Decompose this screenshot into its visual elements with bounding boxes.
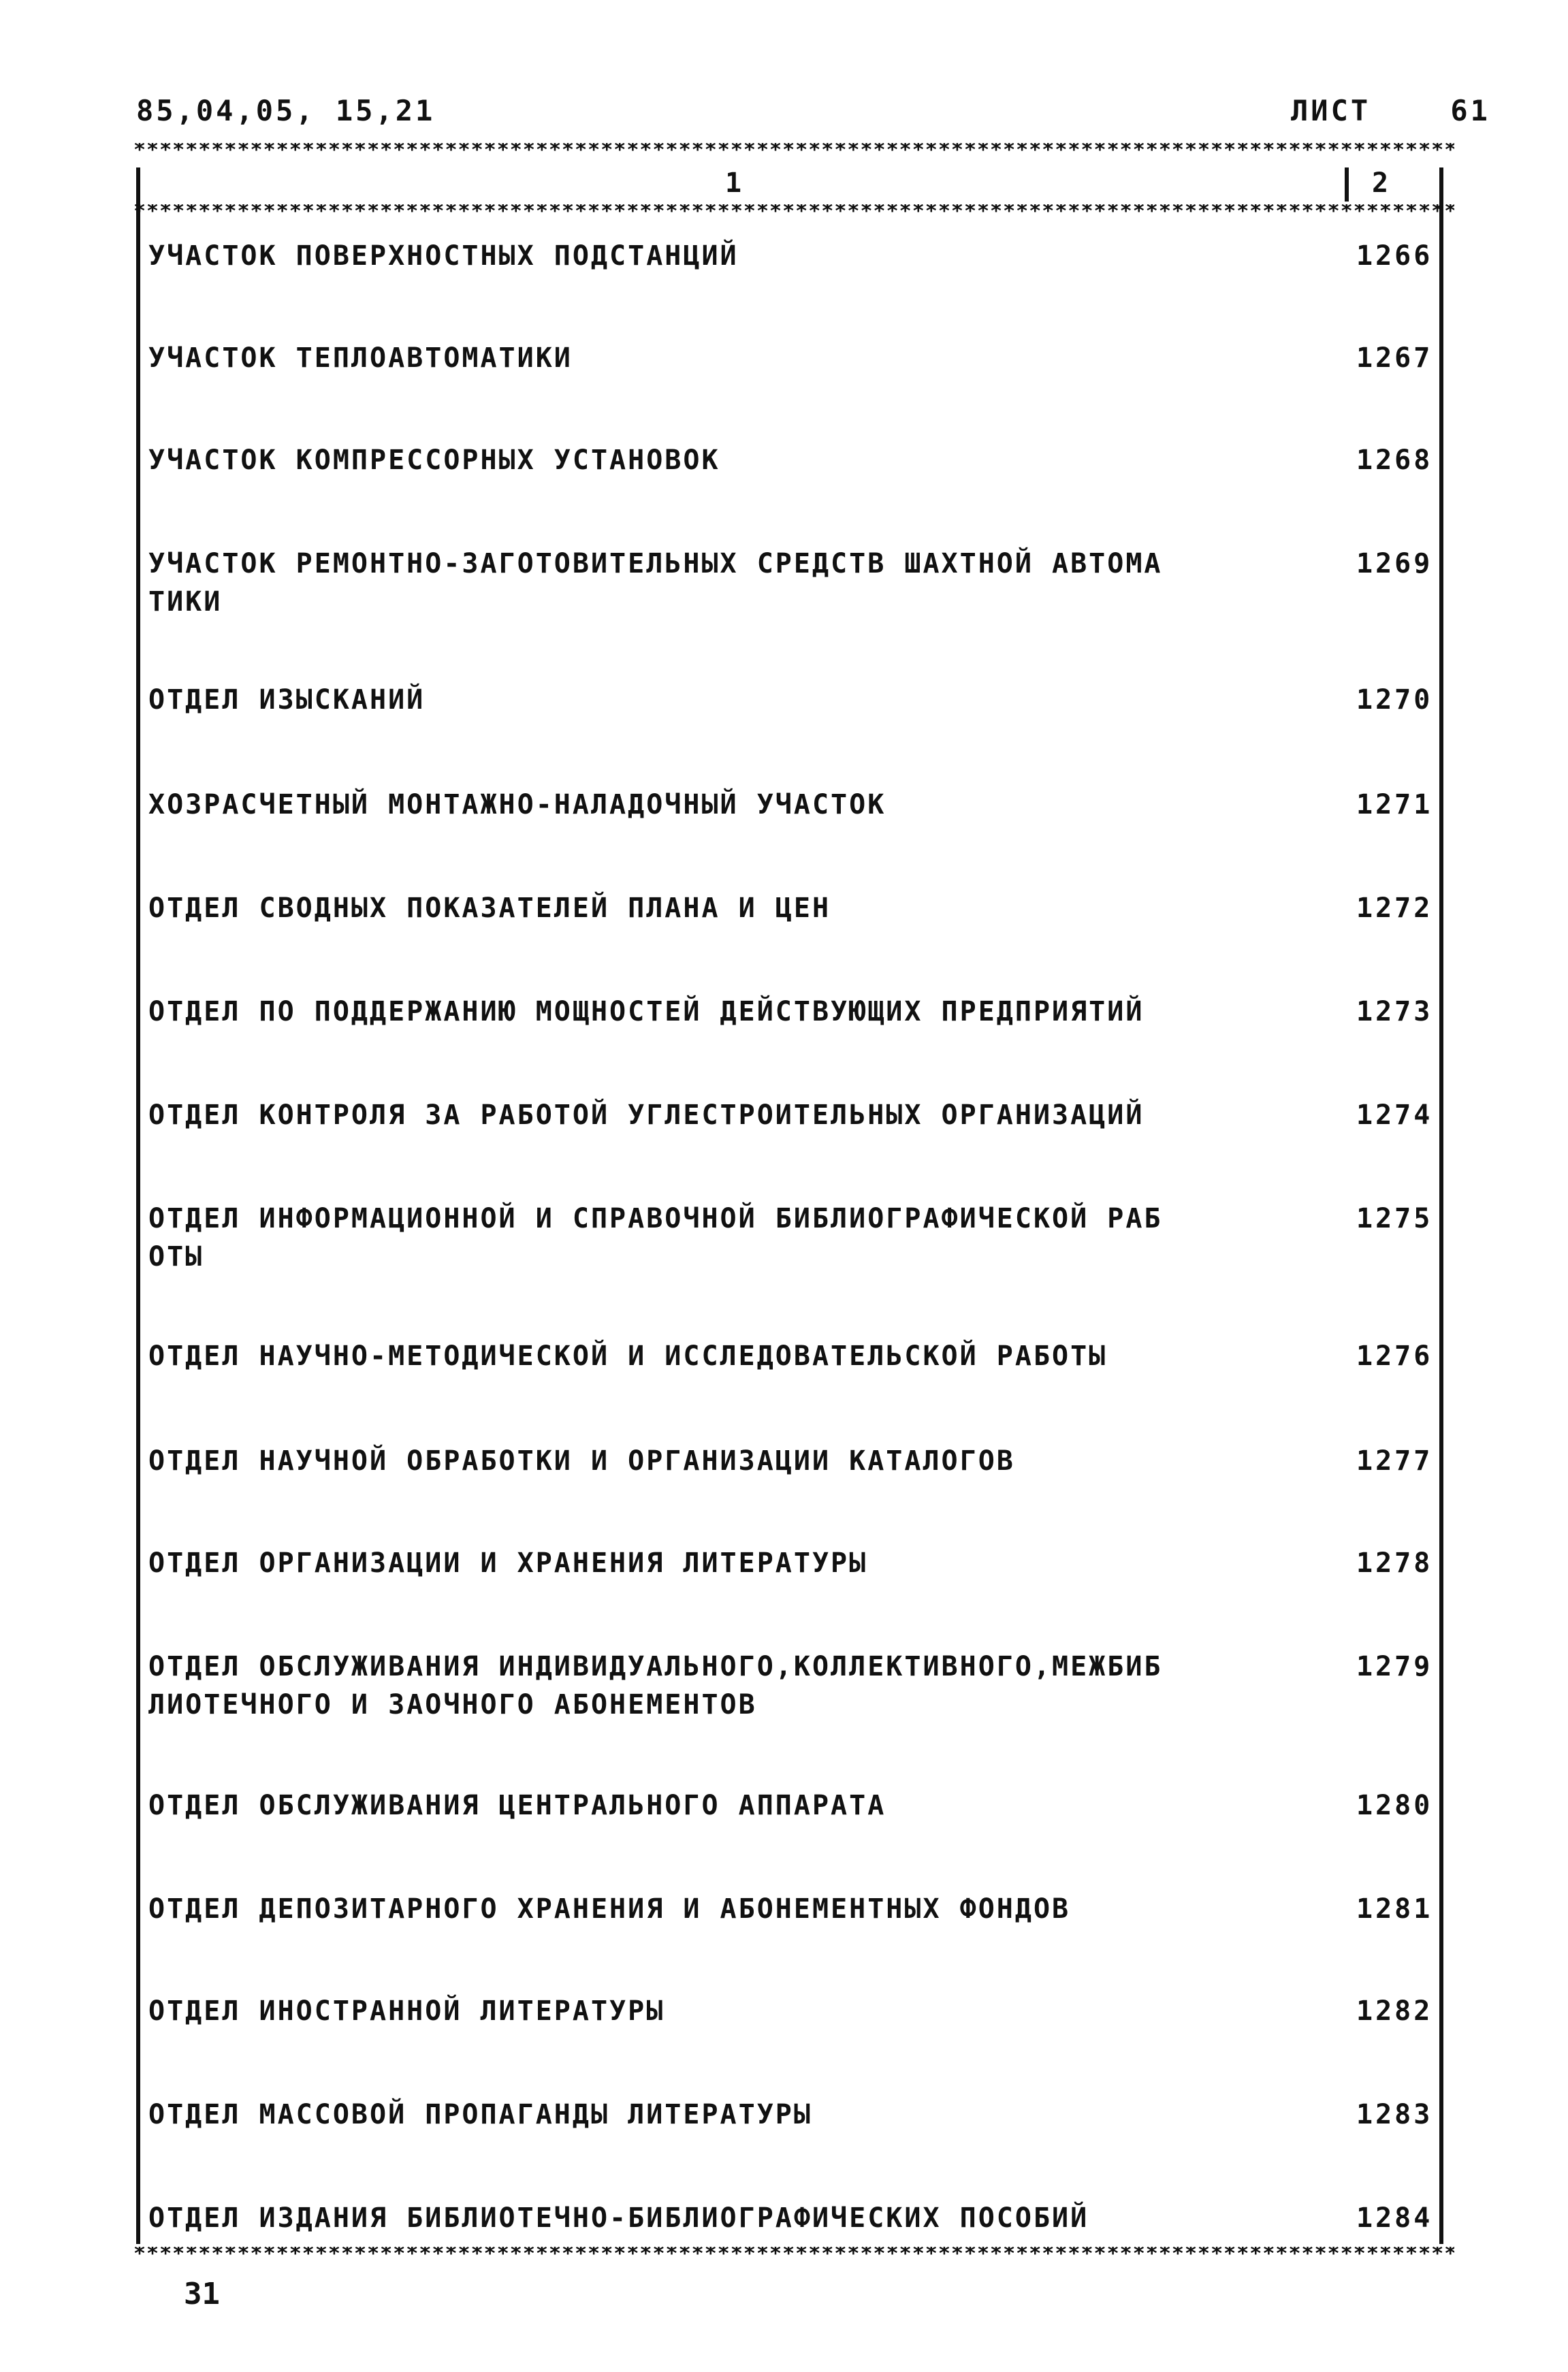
item-code: 1272 [1356,893,1433,924]
item-title: ОТДЕЛ КОНТРОЛЯ ЗА РАБОТОЙ УГЛЕСТРОИТЕЛЬНЫХ ОРГАНИЗАЦИЙ [148,1100,1145,1131]
item-code: 1278 [1356,1548,1433,1579]
item-title: ОТДЕЛ ДЕПОЗИТАРНОГО ХРАНЕНИЯ И АБОНЕМЕНТНЫХ ФОНДОВ [148,1893,1071,1925]
bottom-border [133,2247,1454,2262]
sheet-label: ЛИСТ [1291,94,1371,127]
item-title: ОТДЕЛ ОБСЛУЖИВАНИЯ ИНДИВИДУАЛЬНОГО,КОЛЛЕКТИВНОГО,МЕЖБИБ ЛИОТЕЧНОГО И ЗАОЧНОГО АБОНЕМЕНТОВ [148,1651,1163,1720]
item-code: 1273 [1356,996,1433,1027]
item-title: ОТДЕЛ ПО ПОДДЕРЖАНИЮ МОЩНОСТЕЙ ДЕЙСТВУЮЩИХ ПРЕДПРИЯТИЙ [148,996,1145,1027]
item-code: 1274 [1356,1100,1433,1131]
item-title: ОТДЕЛ ОБСЛУЖИВАНИЯ ЦЕНТРАЛЬНОГО АППАРАТА [148,1790,886,1821]
column-divider [1345,167,1349,202]
sheet-number: 61 [1450,94,1490,127]
print-timestamp: 85,04,05, 15,21 [136,94,436,127]
item-title: ОТДЕЛ ИНФОРМАЦИОННОЙ И СПРАВОЧНОЙ БИБЛИОГРАФИЧЕСКОЙ РАБ ОТЫ [148,1203,1163,1272]
item-title: ОТДЕЛ ОРГАНИЗАЦИИ И ХРАНЕНИЯ ЛИТЕРАТУРЫ [148,1548,868,1579]
right-frame-line [1439,167,1443,2244]
item-title: УЧАСТОК РЕМОНТНО-ЗАГОТОВИТЕЛЬНЫХ СРЕДСТВ ШАХТНОЙ АВТОМА ТИКИ [148,548,1163,618]
item-code: 1277 [1356,1445,1433,1477]
item-title: УЧАСТОК ПОВЕРХНОСТНЫХ ПОДСТАНЦИЙ [148,240,739,272]
item-title: ОТДЕЛ ИЗЫСКАНИЙ [148,684,426,716]
item-code: 1267 [1356,342,1433,374]
top-border [133,143,1454,158]
item-code: 1276 [1356,1341,1433,1372]
item-title: УЧАСТОК ТЕПЛОАВТОМАТИКИ [148,342,573,374]
page-number: 31 [184,2277,220,2311]
item-code: 1281 [1356,1893,1433,1925]
item-code: 1283 [1356,2099,1433,2130]
item-title: УЧАСТОК КОМПРЕССОРНЫХ УСТАНОВОК [148,445,720,476]
item-code: 1279 [1356,1651,1433,1682]
item-code: 1270 [1356,684,1433,716]
item-title: ОТДЕЛ МАССОВОЙ ПРОПАГАНДЫ ЛИТЕРАТУРЫ [148,2099,812,2130]
item-title: ОТДЕЛ НАУЧНО-МЕТОДИЧЕСКОЙ И ИССЛЕДОВАТЕЛЬСКОЙ РАБОТЫ [148,1341,1108,1372]
item-code: 1266 [1356,240,1433,272]
item-title: ОТДЕЛ СВОДНЫХ ПОКАЗАТЕЛЕЙ ПЛАНА И ЦЕН [148,893,831,924]
item-title: ОТДЕЛ НАУЧНОЙ ОБРАБОТКИ И ОРГАНИЗАЦИИ КАТАЛОГОВ [148,1445,1015,1477]
item-code: 1268 [1356,445,1433,476]
item-title: ХОЗРАСЧЕТНЫЙ МОНТАЖНО-НАЛАДОЧНЫЙ УЧАСТОК [148,789,886,820]
left-frame-line [136,167,140,2244]
column-1-header: 1 [725,167,742,199]
item-code: 1275 [1356,1203,1433,1234]
item-code: 1271 [1356,789,1433,820]
item-code: 1269 [1356,548,1433,579]
item-code: 1282 [1356,1996,1433,2027]
item-code: 1284 [1356,2202,1433,2234]
item-code: 1280 [1356,1790,1433,1821]
item-title: ОТДЕЛ ИЗДАНИЯ БИБЛИОТЕЧНО-БИБЛИОГРАФИЧЕСКИХ ПОСОБИЙ [148,2202,1089,2234]
header-border [133,204,1454,219]
sheet-header [1291,94,1490,127]
item-title: ОТДЕЛ ИНОСТРАННОЙ ЛИТЕРАТУРЫ [148,1996,665,2027]
column-2-header: 2 [1372,167,1389,199]
